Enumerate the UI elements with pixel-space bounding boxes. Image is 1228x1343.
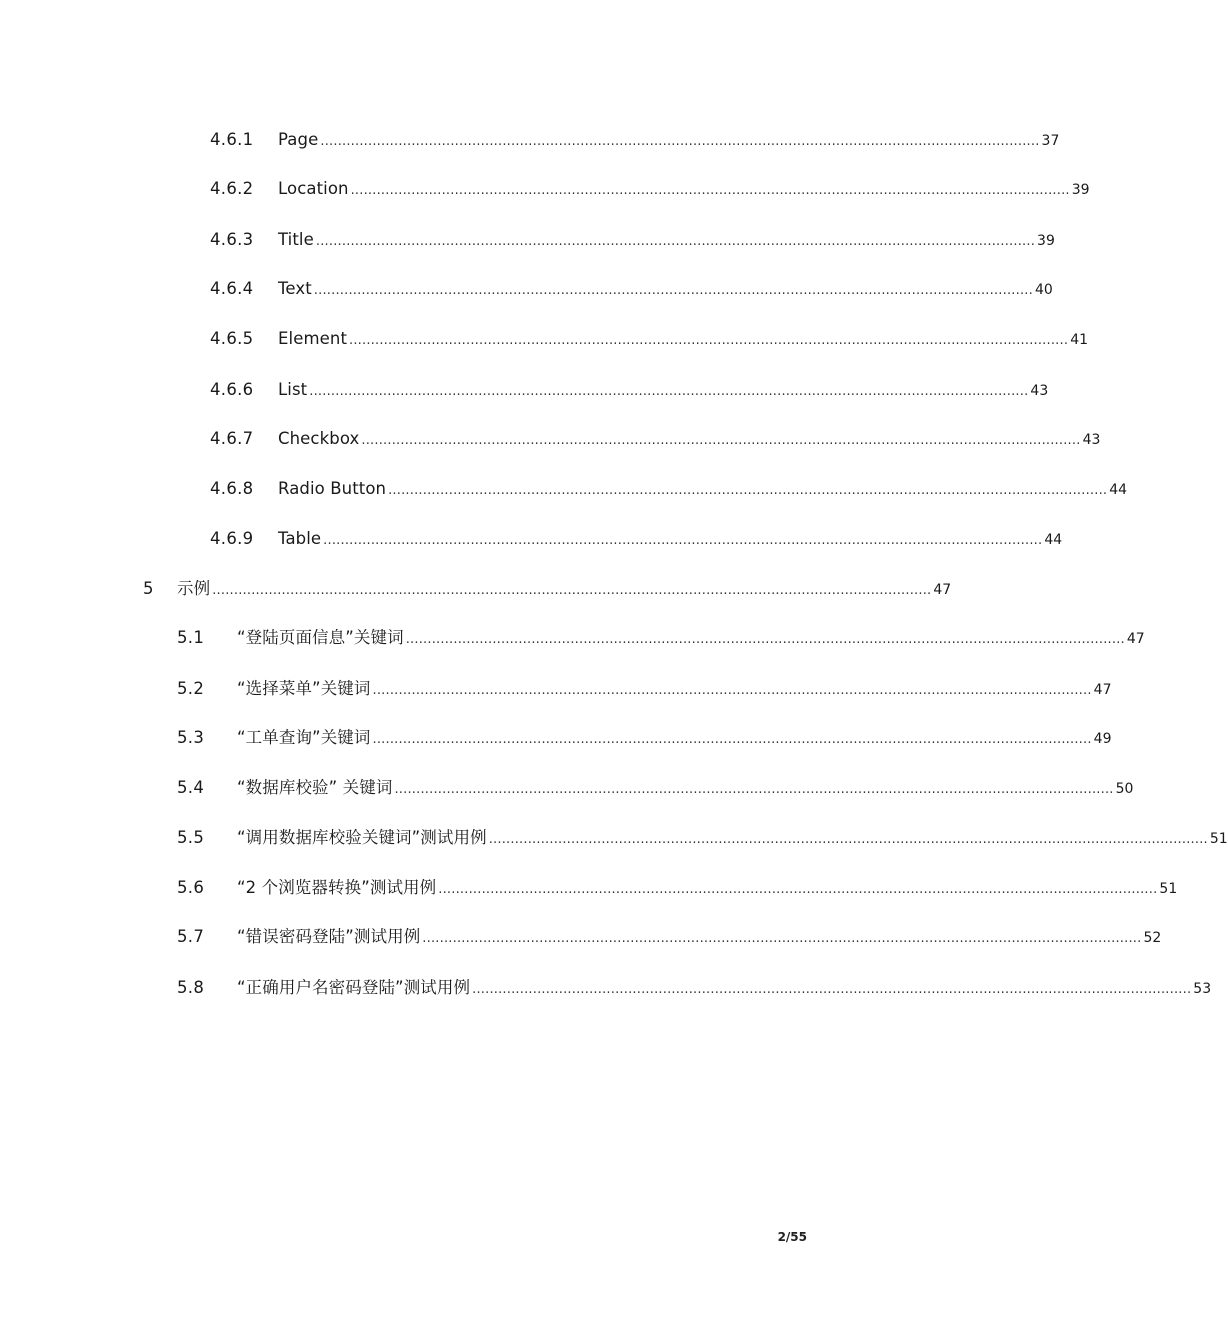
dot-leader: ...................................................................................................................................................................... xyxy=(372,732,1092,747)
toc-entry-title: “正确用户名密码登陆”测试用例 xyxy=(237,978,471,997)
dot-leader: ...................................................................................................................................................................... xyxy=(309,384,1029,399)
toc-entry-number: 4.6.5 xyxy=(210,329,254,348)
toc-entry-number: 4.6.2 xyxy=(210,179,254,198)
toc-entry-page: 43 xyxy=(1030,383,1049,399)
toc-entry[interactable] xyxy=(210,527,1063,551)
toc-entry[interactable] xyxy=(210,477,1128,501)
toc-entry-page: 44 xyxy=(1109,482,1128,498)
toc-entry[interactable] xyxy=(210,378,1049,402)
toc-entry-page: 37 xyxy=(1041,133,1060,149)
toc-entry-page: 40 xyxy=(1034,282,1053,298)
toc-entry-number: 4.6.9 xyxy=(210,529,254,548)
toc-entry-number: 5.4 xyxy=(177,778,205,797)
toc-entry-title: “2 个浏览器转换”测试用例 xyxy=(237,878,437,897)
toc-entry[interactable] xyxy=(177,876,1178,900)
toc-chapter-entry[interactable] xyxy=(143,577,952,601)
toc-entry-page: 41 xyxy=(1070,332,1089,348)
toc-entry[interactable] xyxy=(177,976,1212,1000)
toc-entry-number: 5.6 xyxy=(177,878,205,897)
toc-entry-title: “调用数据库校验关键词”测试用例 xyxy=(237,828,487,847)
toc-entry-page: 47 xyxy=(1126,631,1145,647)
toc-entry[interactable] xyxy=(177,726,1112,750)
toc-entry-number: 5 xyxy=(143,579,154,598)
toc-entry-page: 52 xyxy=(1143,930,1162,946)
toc-entry-title: “选择菜单”关键词 xyxy=(237,679,371,698)
dot-leader: ...................................................................................................................................................................... xyxy=(350,183,1070,198)
toc-entry-page: 39 xyxy=(1037,233,1055,249)
toc-entry[interactable] xyxy=(210,277,1053,301)
toc-entry-page: 50 xyxy=(1115,781,1134,797)
toc-entry-title: Page xyxy=(278,130,319,149)
toc-entry-page: 51 xyxy=(1159,881,1178,897)
toc-entry-title: “数据库校验” 关键词 xyxy=(237,778,393,797)
dot-leader: ...................................................................................................................................................................... xyxy=(438,882,1158,897)
dot-leader: ...................................................................................................................................................................... xyxy=(472,982,1192,997)
toc-entry-title: List xyxy=(278,380,308,399)
dot-leader: ...................................................................................................................................................................... xyxy=(372,683,1092,698)
toc-entry-number: 4.6.3 xyxy=(210,230,254,249)
toc-entry-title: “登陆页面信息”关键词 xyxy=(237,628,404,647)
toc-entry-title: Location xyxy=(278,179,349,198)
toc-entry-title: Title xyxy=(278,230,314,249)
toc-entry[interactable] xyxy=(210,427,1101,451)
toc-entry[interactable] xyxy=(177,677,1112,701)
page-number: 2/55 xyxy=(777,1230,807,1244)
dot-leader: ...................................................................................................................................................................... xyxy=(320,134,1040,149)
toc-entry-number: 5.5 xyxy=(177,828,205,847)
toc-entry[interactable] xyxy=(177,925,1162,949)
toc-entry-number: 4.6.7 xyxy=(210,429,254,448)
dot-leader: ...................................................................................................................................................................... xyxy=(394,782,1114,797)
toc-entry-page: 49 xyxy=(1093,731,1112,747)
toc-entry-title: Radio Button xyxy=(278,479,387,498)
toc-entry-title: Table xyxy=(278,529,322,548)
toc-entry[interactable] xyxy=(177,826,1228,850)
toc-entry-number: 4.6.4 xyxy=(210,279,254,298)
toc-entry[interactable] xyxy=(177,626,1145,650)
toc-entry-page: 43 xyxy=(1082,432,1101,448)
dot-leader: ...................................................................................................................................................................... xyxy=(422,931,1142,946)
dot-leader: ...................................................................................................................................................................... xyxy=(313,283,1033,298)
toc-entry-page: 47 xyxy=(1093,682,1112,698)
toc-entry[interactable] xyxy=(210,228,1055,252)
dot-leader: ...................................................................................................................................................................... xyxy=(361,433,1081,448)
toc-entry[interactable] xyxy=(210,128,1060,152)
toc-entry-number: 5.3 xyxy=(177,728,205,747)
dot-leader: ...................................................................................................................................................................... xyxy=(349,333,1069,348)
toc-entry-number: 4.6.1 xyxy=(210,130,254,149)
toc-entry[interactable] xyxy=(210,327,1089,351)
toc-entry[interactable] xyxy=(210,177,1090,201)
toc-entry-number: 5.1 xyxy=(177,628,205,647)
toc-entry-page: 53 xyxy=(1193,981,1212,997)
toc-entry-number: 5.7 xyxy=(177,927,205,946)
dot-leader: ...................................................................................................................................................................... xyxy=(315,234,1036,249)
toc-entry[interactable] xyxy=(177,776,1134,800)
dot-leader: ...................................................................................................................................................................... xyxy=(488,832,1208,847)
toc-entry-page: 39 xyxy=(1071,182,1090,198)
toc-entry-number: 5.8 xyxy=(177,978,205,997)
toc-entry-page: 44 xyxy=(1044,532,1063,548)
toc-entry-number: 4.6.6 xyxy=(210,380,254,399)
toc-entry-number: 4.6.8 xyxy=(210,479,254,498)
toc-entry-title: Element xyxy=(278,329,348,348)
toc-entry-title: “错误密码登陆”测试用例 xyxy=(237,927,421,946)
dot-leader: ...................................................................................................................................................................... xyxy=(323,533,1043,548)
toc-entry-title: Text xyxy=(278,279,312,298)
dot-leader: ...................................................................................................................................................................... xyxy=(388,483,1108,498)
dot-leader: ...................................................................................................................................................................... xyxy=(405,632,1125,647)
toc-entry-title: Checkbox xyxy=(278,429,360,448)
toc-entry-page: 47 xyxy=(933,582,952,598)
toc-entry-number: 5.2 xyxy=(177,679,205,698)
toc-entry-title: 示例 xyxy=(177,579,211,598)
dot-leader: ...................................................................................................................................................................... xyxy=(212,583,932,598)
toc-entry-page: 51 xyxy=(1209,831,1228,847)
toc-entry-title: “工单查询”关键词 xyxy=(237,728,371,747)
